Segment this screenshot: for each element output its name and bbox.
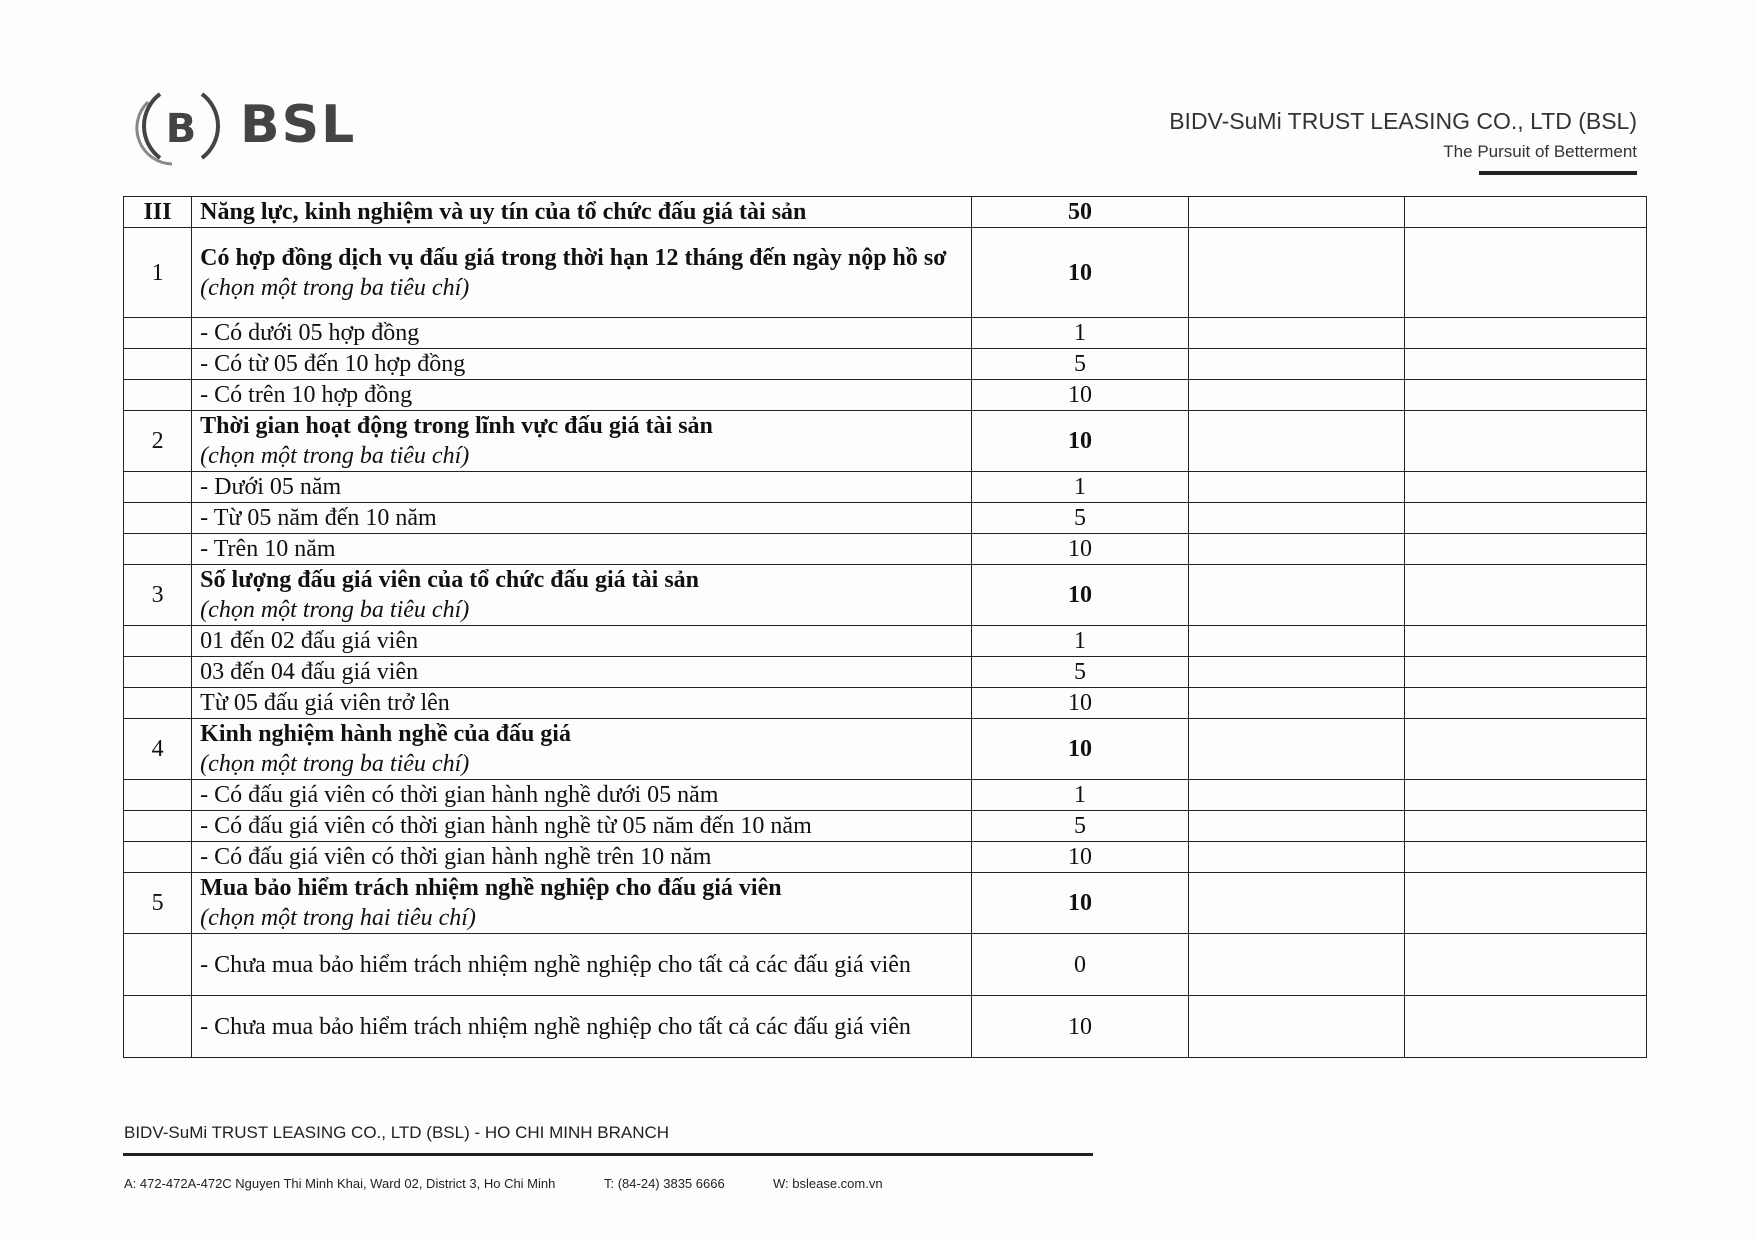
- criteria-score: 10: [972, 534, 1189, 565]
- criteria-row: [124, 780, 1647, 811]
- criteria-description: [192, 228, 972, 318]
- criteria-description: [192, 197, 972, 228]
- criteria-number: [124, 349, 192, 380]
- criteria-description: [192, 472, 972, 503]
- empty-cell: [1405, 197, 1647, 228]
- criteria-score: 5: [972, 657, 1189, 688]
- header-rule: [1479, 171, 1637, 175]
- empty-cell: [1405, 349, 1647, 380]
- criteria-description: [192, 318, 972, 349]
- empty-cell: [1188, 534, 1405, 565]
- empty-cell: [1188, 780, 1405, 811]
- empty-cell: [1405, 719, 1647, 780]
- criteria-row: [124, 503, 1647, 534]
- criteria-table: [123, 196, 1647, 1058]
- criteria-row: [124, 934, 1647, 996]
- criteria-text: - Chưa mua bảo hiểm trách nhiệm nghề nghiệp cho tất cả các đấu giá viên: [200, 1013, 911, 1040]
- empty-cell: [1188, 719, 1405, 780]
- criteria-description: [192, 934, 972, 996]
- criteria-row: [124, 626, 1647, 657]
- criteria-number: [124, 472, 192, 503]
- criteria-score: 1: [972, 472, 1189, 503]
- footer-address: A: 472-472A-472C Nguyen Thi Minh Khai, Ward 02, District 3, Ho Chi Minh: [124, 1176, 556, 1191]
- criteria-number: 2: [124, 411, 192, 472]
- company-logo: [132, 82, 356, 168]
- criteria-description: [192, 780, 972, 811]
- empty-cell: [1188, 688, 1405, 719]
- criteria-text: Kinh nghiệm hành nghề của đấu giá: [200, 721, 571, 747]
- criteria-row: [124, 228, 1647, 318]
- footer-title: BIDV-SuMi TRUST LEASING CO., LTD (BSL) - HO CHI MINH BRANCH: [124, 1123, 670, 1142]
- criteria-row: [124, 996, 1647, 1058]
- empty-cell: [1405, 228, 1647, 318]
- empty-cell: [1188, 934, 1405, 996]
- empty-cell: [1188, 565, 1405, 626]
- criteria-number: [124, 657, 192, 688]
- criteria-row: [124, 380, 1647, 411]
- empty-cell: [1405, 842, 1647, 873]
- criteria-description: [192, 534, 972, 565]
- criteria-text: Từ 05 đấu giá viên trở lên: [200, 690, 450, 716]
- criteria-row: [124, 719, 1647, 780]
- criteria-number: [124, 996, 192, 1058]
- empty-cell: [1405, 411, 1647, 472]
- empty-cell: [1405, 626, 1647, 657]
- criteria-number: [124, 503, 192, 534]
- criteria-row: [124, 472, 1647, 503]
- criteria-score: 10: [972, 873, 1189, 934]
- criteria-score: 1: [972, 780, 1189, 811]
- criteria-description: [192, 996, 972, 1058]
- criteria-row: [124, 811, 1647, 842]
- criteria-number: [124, 811, 192, 842]
- criteria-number: III: [124, 197, 192, 228]
- criteria-text: - Có đấu giá viên có thời gian hành nghề trên 10 năm: [200, 844, 712, 870]
- logo-text: BSL: [240, 95, 357, 155]
- criteria-number: [124, 780, 192, 811]
- criteria-score: 5: [972, 503, 1189, 534]
- company-name: BIDV-SuMi TRUST LEASING CO., LTD (BSL): [1169, 108, 1637, 134]
- criteria-text: Năng lực, kinh nghiệm và uy tín của tổ chức đấu giá tài sản: [200, 199, 807, 225]
- criteria-score: 5: [972, 811, 1189, 842]
- criteria-number: [124, 626, 192, 657]
- criteria-text: 03 đến 04 đấu giá viên: [200, 659, 419, 685]
- criteria-description: [192, 842, 972, 873]
- empty-cell: [1405, 996, 1647, 1058]
- criteria-score: 0: [972, 934, 1189, 996]
- criteria-text: - Có trên 10 hợp đồng: [200, 382, 413, 408]
- criteria-text: - Có đấu giá viên có thời gian hành nghề dưới 05 năm: [200, 782, 719, 808]
- criteria-text: Thời gian hoạt động trong lĩnh vực đấu giá tài sản: [200, 413, 713, 439]
- criteria-description: [192, 349, 972, 380]
- criteria-text: - Dưới 05 năm: [200, 474, 342, 500]
- criteria-note: (chọn một trong hai tiêu chí): [200, 905, 476, 931]
- criteria-score: 10: [972, 842, 1189, 873]
- criteria-text: - Trên 10 năm: [200, 536, 336, 562]
- criteria-text: Mua bảo hiểm trách nhiệm nghề nghiệp cho đấu giá viên: [200, 875, 782, 901]
- footer-phone: T: (84-24) 3835 6666: [604, 1176, 725, 1191]
- criteria-row: [124, 873, 1647, 934]
- empty-cell: [1188, 657, 1405, 688]
- criteria-score: 1: [972, 318, 1189, 349]
- criteria-score: 10: [972, 688, 1189, 719]
- criteria-description: [192, 565, 972, 626]
- criteria-note: (chọn một trong ba tiêu chí): [200, 751, 470, 777]
- criteria-description: [192, 688, 972, 719]
- criteria-row: [124, 534, 1647, 565]
- empty-cell: [1188, 873, 1405, 934]
- empty-cell: [1405, 565, 1647, 626]
- criteria-score: 10: [972, 411, 1189, 472]
- criteria-score: 10: [972, 719, 1189, 780]
- bsl-logo-icon: [132, 82, 230, 168]
- criteria-description: [192, 657, 972, 688]
- criteria-number: 4: [124, 719, 192, 780]
- criteria-description: [192, 626, 972, 657]
- criteria-note: (chọn một trong ba tiêu chí): [200, 597, 470, 623]
- tagline: The Pursuit of Betterment: [1443, 142, 1637, 161]
- criteria-number: 5: [124, 873, 192, 934]
- empty-cell: [1188, 626, 1405, 657]
- criteria-description: [192, 503, 972, 534]
- criteria-row: [124, 688, 1647, 719]
- criteria-score: 10: [972, 228, 1189, 318]
- empty-cell: [1188, 996, 1405, 1058]
- empty-cell: [1405, 811, 1647, 842]
- criteria-description: [192, 380, 972, 411]
- criteria-note: (chọn một trong ba tiêu chí): [200, 274, 470, 301]
- empty-cell: [1405, 688, 1647, 719]
- criteria-text: - Từ 05 năm đến 10 năm: [200, 505, 437, 531]
- criteria-number: 3: [124, 565, 192, 626]
- criteria-row: [124, 197, 1647, 228]
- criteria-score: 10: [972, 380, 1189, 411]
- empty-cell: [1405, 780, 1647, 811]
- empty-cell: [1405, 534, 1647, 565]
- empty-cell: [1405, 318, 1647, 349]
- criteria-score: 50: [972, 197, 1189, 228]
- empty-cell: [1188, 318, 1405, 349]
- criteria-score: 10: [972, 565, 1189, 626]
- criteria-number: [124, 934, 192, 996]
- criteria-number: [124, 534, 192, 565]
- criteria-note: (chọn một trong ba tiêu chí): [200, 443, 470, 469]
- criteria-row: [124, 411, 1647, 472]
- criteria-number: [124, 688, 192, 719]
- empty-cell: [1188, 503, 1405, 534]
- criteria-text: - Chưa mua bảo hiểm trách nhiệm nghề nghiệp cho tất cả các đấu giá viên: [200, 951, 911, 978]
- empty-cell: [1188, 842, 1405, 873]
- empty-cell: [1405, 503, 1647, 534]
- criteria-description: [192, 411, 972, 472]
- criteria-description: [192, 719, 972, 780]
- criteria-number: [124, 380, 192, 411]
- criteria-text: - Có dưới 05 hợp đồng: [200, 320, 420, 346]
- criteria-text: Số lượng đấu giá viên của tổ chức đấu giá tài sản: [200, 567, 700, 593]
- criteria-row: [124, 842, 1647, 873]
- empty-cell: [1188, 811, 1405, 842]
- footer-rule: [123, 1153, 1093, 1156]
- criteria-row: [124, 565, 1647, 626]
- empty-cell: [1188, 228, 1405, 318]
- criteria-text: - Có đấu giá viên có thời gian hành nghề từ 05 năm đến 10 năm: [200, 813, 812, 839]
- empty-cell: [1188, 411, 1405, 472]
- criteria-row: [124, 318, 1647, 349]
- criteria-text: - Có từ 05 đến 10 hợp đồng: [200, 351, 466, 377]
- criteria-number: [124, 842, 192, 873]
- criteria-score: 10: [972, 996, 1189, 1058]
- empty-cell: [1188, 349, 1405, 380]
- criteria-number: [124, 318, 192, 349]
- criteria-number: 1: [124, 228, 192, 318]
- criteria-row: [124, 349, 1647, 380]
- empty-cell: [1188, 472, 1405, 503]
- criteria-score: 1: [972, 626, 1189, 657]
- criteria-text: Có hợp đồng dịch vụ đấu giá trong thời hạn 12 tháng đến ngày nộp hồ sơ: [200, 244, 947, 271]
- empty-cell: [1188, 380, 1405, 411]
- empty-cell: [1405, 380, 1647, 411]
- footer-website: W: bslease.com.vn: [773, 1176, 883, 1191]
- empty-cell: [1405, 934, 1647, 996]
- empty-cell: [1405, 657, 1647, 688]
- criteria-description: [192, 873, 972, 934]
- criteria-text: 01 đến 02 đấu giá viên: [200, 628, 419, 654]
- criteria-row: [124, 657, 1647, 688]
- criteria-description: [192, 811, 972, 842]
- empty-cell: [1405, 873, 1647, 934]
- empty-cell: [1188, 197, 1405, 228]
- criteria-score: 5: [972, 349, 1189, 380]
- svg-text:B: B: [165, 106, 197, 152]
- empty-cell: [1405, 472, 1647, 503]
